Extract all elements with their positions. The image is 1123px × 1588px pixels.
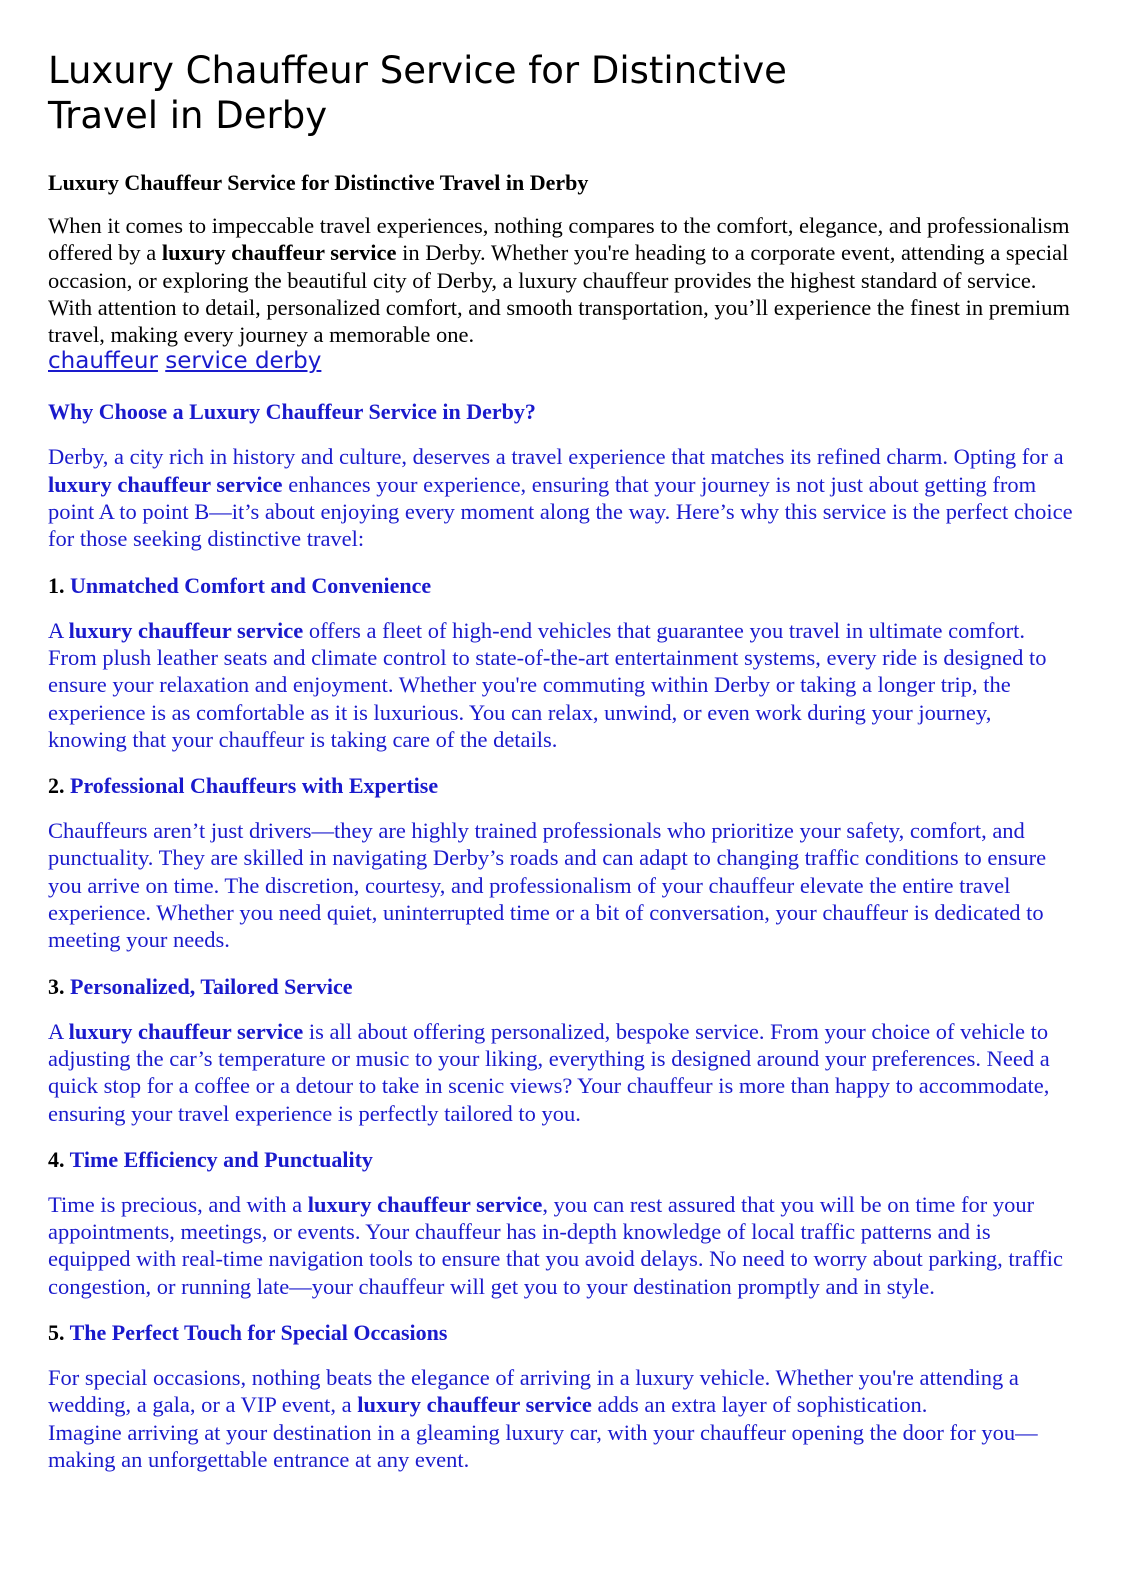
section-4-number: 4. [48, 1146, 65, 1172]
section-2-title: Professional Chauffeurs with Expertise [70, 773, 439, 799]
why-text-a: Derby, a city rich in history and culture, deserves a travel experience that matches its refined charm. Opting for a [48, 444, 1064, 470]
chauffeur-link[interactable]: chauffeur [48, 348, 158, 375]
section-5-number: 5. [48, 1320, 65, 1346]
intro-bold: luxury chauffeur service [161, 240, 397, 266]
section-1-number: 1. [48, 572, 65, 598]
section-3-paragraph [48, 1018, 1075, 1127]
section-4-title: Time Efficiency and Punctuality [69, 1146, 373, 1172]
section-3-heading [48, 973, 1075, 1001]
section-3-text-a: A [48, 1018, 69, 1044]
section-3-title: Personalized, Tailored Service [70, 973, 353, 999]
section-2-paragraph: Chauffeurs aren’t just drivers—they are highly trained professionals who prioritize your safety, comfort, and punctuality. They are skilled in navigating Derby’s roads and can adapt to changing traffic conditions to ensure you arrive on time. The discretion, courtesy, and professionalism of your chauffeur elevate the entire travel experience. Whether you need quiet, uninterrupted time or a bit of conversation, your chauffeur is dedicated to meeting your needs. [48, 818, 1047, 953]
section-3-text-b: is all about offering personalized, bespoke service. From your choice of vehicle to adjusting the car’s temperature or music to your liking, everything is designed around your preferences. Need a quick stop for a coffee or a detour to take in scenic views? Your chauffeur is more than happy to accommodate, ensuring your travel experience is perfectly tailored to you. [48, 1018, 1050, 1126]
why-bold: luxury chauffeur service [48, 471, 283, 497]
section-4-text-a: Time is precious, and with a [48, 1191, 308, 1217]
section-1-paragraph [48, 617, 1075, 753]
section-4-text-b: , you can rest assured that you will be on time for your appointments, meetings, or events. Your chauffeur has in-depth knowledge of local traffic patterns and is equipped with real-time navigation tools to ensure that you avoid delays. No need to worry about parking, traffic congestion, or running late—your chauffeur will get you to your destination promptly and in style. [48, 1191, 1063, 1299]
section-1-title: Unmatched Comfort and Convenience [70, 572, 432, 598]
section-1-text-a: A [48, 617, 69, 643]
section-5-text-b: adds an extra layer of sophistication. [591, 1392, 928, 1418]
section-1-heading [48, 572, 1075, 600]
section-3-number: 3. [48, 973, 65, 999]
why-paragraph [48, 443, 1075, 552]
service-derby-link[interactable]: service derby [165, 348, 322, 375]
section-5-paragraph-2: Imagine arriving at your destination in a gleaming luxury car, with your chauffeur opening the door for you—making an unforgettable entrance at any event. [48, 1419, 1038, 1472]
section-5-text-a: For special occasions, nothing beats the elegance of arriving in a luxury vehicle. Whether you're attending a wedding, a gala, or a VIP event, a [48, 1365, 1019, 1418]
section-4-heading [48, 1146, 1075, 1174]
why-heading: Why Choose a Luxury Chauffeur Service in Derby? [48, 399, 536, 425]
intro-heading: Luxury Chauffeur Service for Distinctive Travel in Derby [48, 170, 589, 195]
intro-paragraph [48, 212, 1075, 348]
section-5-bold: luxury chauffeur service [357, 1392, 592, 1418]
section-5-title: The Perfect Touch for Special Occasions [69, 1320, 448, 1346]
intro-text-a: When it comes to impeccable travel experiences, nothing compares to the comfort, elegance, and professionalism offered by a [48, 213, 1070, 266]
section-3-bold: luxury chauffeur service [68, 1018, 304, 1044]
page-title-line-2: Travel in Derby [48, 94, 328, 137]
section-5-paragraph [48, 1364, 1075, 1419]
page-title-line-1: Luxury Chauffeur Service for Distinctive [48, 49, 787, 92]
section-2-heading [48, 772, 1075, 800]
section-1-text-b: offers a fleet of high-end vehicles that guarantee you travel in ultimate comfort. From plush leather seats and climate control to state-of-the-art entertainment systems, every ride is designed to ensure your relaxation and enjoyment. Whether you're commuting within Derby or taking a longer trip, the experience is as comfortable as it is luxurious. You can relax, unwind, or even work during your journey, knowing that your chauffeur is taking care of the details. [48, 617, 1047, 752]
page-title [48, 0, 788, 138]
link-line [48, 348, 1075, 374]
section-1-bold: luxury chauffeur service [68, 617, 304, 643]
section-5-heading [48, 1319, 1075, 1347]
section-4-bold: luxury chauffeur service [307, 1191, 543, 1217]
intro-text-b: in Derby. Whether you're heading to a corporate event, attending a special occasion, or exploring the beautiful city of Derby, a luxury chauffeur provides the highest standard of service. With attention to detail, personalized comfort, and smooth transportation, you’ll experience the finest in premium travel, making every journey a memorable one. [48, 240, 1070, 348]
section-2-number: 2. [48, 773, 65, 799]
section-4-paragraph [48, 1191, 1075, 1300]
why-text-b: enhances your experience, ensuring that your journey is not just about getting from point A to point B—it’s about enjoying every moment along the way. Here’s why this service is the perfect choice for those seeking distinctive travel: [48, 471, 1073, 552]
